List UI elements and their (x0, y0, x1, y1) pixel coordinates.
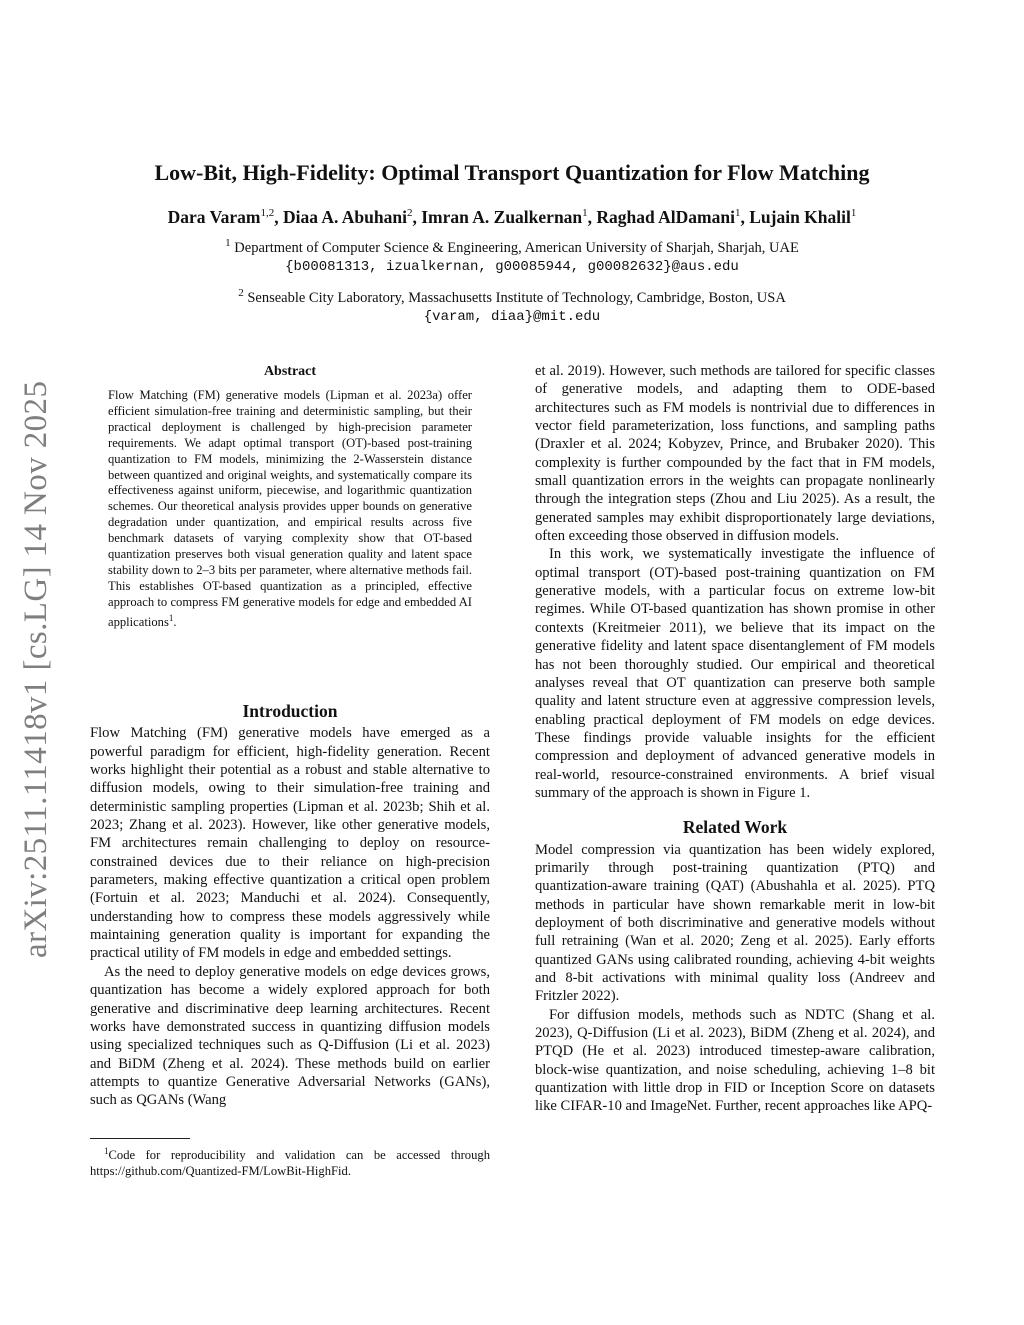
related-work-paragraph: Model compression via quantization has been widely explored, primarily through post-training quantization (PTQ) and quantization-aware training (QAT) (Abushahla et al. 2025). PTQ methods in particular have shown remarkable merit in low-bit deployment of both discriminative and generative models without full retraining (Wan et al. 2020; Zeng et al. 2025). Early efforts quantized GANs using calibrated rounding, achieving 4-bit weights and 8-bit activations with minimal quality loss (Andreev and Fritzler 2022). (535, 841, 935, 1005)
footnote-divider (90, 1138, 190, 1139)
author-affiliation-mark: 1 (734, 207, 741, 220)
abstract-heading: Abstract (263, 364, 317, 379)
footnote-mark: 1 (104, 1146, 109, 1156)
author-name: Imran A. Zualkernan (421, 207, 583, 227)
footnote (90, 1143, 490, 1179)
affiliation-name: Senseable City Laboratory, Massachusetts Institute of Technology, Cambridge, Boston, USA (247, 289, 786, 306)
affiliation-emails: {b00081313, izualkernan, g00085944, g00082632}@aus.edu (285, 258, 739, 275)
author-name: Lujain Khalil (749, 207, 851, 227)
abstract-text: Flow Matching (FM) generative models (Lipman et al. 2023a) offer efficient simulation-free training and deterministic sampling, but their practical deployment is challenged by high-precision parameter requirements. We adapt optimal transport (OT)-based post-training quantization to FM models, minimizing the 2-Wasserstein distance between quantized and original weights, and systematically compare its effectiveness against uniform, piecewise, and logarithmic quantization schemes. Our theoretical analysis provides upper bounds on generative degradation under quantization, and empirical results across five benchmark datasets of varying complexity show that OT-based quantization preserves both visual generation quality and latent space stability down to 2–3 bits per parameter, where alternative methods fail. This establishes OT-based quantization as a principled, effective approach to compress FM generative models for edge and embedded AI applications (108, 388, 472, 629)
related-work-paragraph: For diffusion models, methods such as NDTC (Shang et al. 2023), Q-Diffusion (Li et al. 2023), BiDM (Zheng et al. 2024), and PTQD (He et al. 2023) introduced timestep-aware calibration, block-wise quantization, and noise scheduling, achieving 1–8 bit quantization with little drop in FID or Inception Score on datasets like CIFAR-10 and ImageNet. Further, recent approaches like APQ- (535, 1006, 935, 1115)
affiliation-text (0, 284, 1024, 308)
related-work-heading: Related Work (682, 817, 788, 838)
affiliation-mark: 2 (238, 287, 244, 299)
author-affiliation-mark: 1,2 (260, 207, 275, 220)
author-affiliation-mark: 2 (406, 207, 413, 220)
body-paragraph: In this work, we systematically investigate the influence of optimal transport (OT)-based post-training quantization on FM generative models, with a particular focus on extreme low-bit regimes. While OT-based quantization has shown promise in other contexts (Kreitmeier 2011), we believe that its impact on the generative fidelity and latent space disentanglement of FM models has not been thoroughly studied. Our empirical and theoretical analyses reveal that OT quantization can preserve both sample quality and latent structure even at aggressive compression levels, enabling practical deployment of FM models on edge devices. These findings provide valuable insights for the efficient compression and deployment of advanced generative models in real-world, resource-constrained environments. A brief visual summary of the approach is shown in Figure 1. (535, 546, 935, 801)
introduction-heading: Introduction (242, 701, 338, 721)
abstract-body (108, 388, 472, 631)
paper-title: Low-Bit, High-Fidelity: Optimal Transport Quantization for Flow Matching (154, 160, 870, 185)
left-column-body (90, 702, 490, 1110)
affiliation-2 (0, 284, 1024, 327)
abstract-end: . (173, 614, 177, 629)
footnote-text: Code for reproducibility and validation can be accessed through https://github.com/Quantized-FM/LowBit-HighFid. (90, 1148, 490, 1179)
author-affiliation-mark: 1 (850, 207, 857, 220)
affiliation-text (0, 234, 1024, 258)
arxiv-identifier: arXiv:2511.11418v1 [cs.LG] 14 Nov 2025 (18, 380, 54, 958)
introduction-paragraph: Flow Matching (FM) generative models have emerged as a powerful paradigm for efficient, high-fidelity generation. Recent works highlight their potential as a robust and stable alternative to diffusion models, owing to their simulation-free training and deterministic sampling properties (Lipman et al. 2023b; Shih et al. 2023; Zhang et al. 2023). However, like other generative models, FM architectures remain challenging to deploy on resource-constrained devices due to their reliance on high-precision parameters, making effective quantization a critical open problem (Fortuin et al. 2023; Manduchi et al. 2024). Consequently, understanding how to compress these models aggressively while maintaining generation quality is important for expanding the practical utility of FM models in edge and embedded settings. (90, 725, 490, 962)
affiliation-emails: {varam, diaa}@mit.edu (423, 308, 601, 325)
author-affiliation-mark: 1 (582, 207, 588, 220)
author-name: Diaa A. Abuhani (282, 207, 407, 227)
affiliation-mark: 1 (225, 237, 231, 249)
author-name: Raghad AlDamani (596, 207, 735, 227)
author-list: Dara Varam$^{1,2}$, Diaa A. Abuhani$^2$, Imran A. Zualkernan$^1$, Raghad AlDamani$^1$, Lujain Khalil$^1$ (167, 207, 857, 227)
affiliation-1 (0, 234, 1024, 277)
body-paragraph: et al. 2019). However, such methods are tailored for specific classes of generative models, and adapting them to ODE-based architectures such as FM models is nontrivial due to differences in vector field parameterization, loss functions, and sampling paths (Draxler et al. 2024; Kobyzev, Prince, and Brubaker 2020). This complexity is further compounded by the fact that in FM models, small quantization errors in the weights can propagate nonlinearly through the integration steps (Zhou and Liu 2025). As a result, the generated samples may exhibit disproportionately large deviations, often exceeding those observed in diffusion models. (535, 363, 935, 545)
right-column-body (535, 362, 935, 1116)
affiliation-name: Department of Computer Science & Engineering, American University of Sharjah, Sharjah, UAE (234, 239, 799, 256)
introduction-paragraph: As the need to deploy generative models on edge devices grows, quantization has become a widely explored approach for both generative and discriminative deep learning architectures. Recent works have demonstrated success in quantizing diffusion models using specialized techniques such as Q-Diffusion (Li et al. 2023) and BiDM (Zheng et al. 2024). These methods build on earlier attempts to quantize Generative Adversarial Networks (GANs), such as QGANs (Wang (90, 963, 490, 1109)
author-name: Dara Varam (167, 207, 261, 227)
footnote-mark: 1 (168, 612, 174, 623)
